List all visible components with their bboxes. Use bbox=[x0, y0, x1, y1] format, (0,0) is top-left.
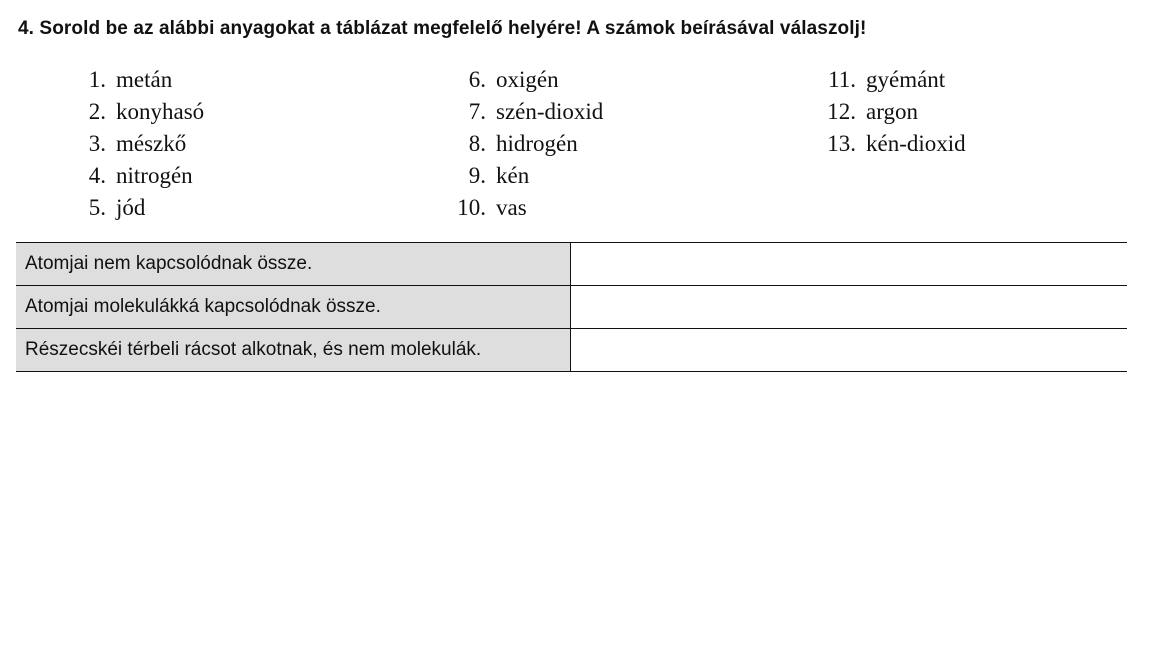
substance-name: oxigén bbox=[496, 67, 559, 92]
substance-item bbox=[40, 96, 204, 128]
substance-number: 2. bbox=[88, 99, 106, 124]
substance-number: 11. bbox=[828, 67, 856, 92]
substance-item bbox=[420, 96, 603, 128]
table-row bbox=[16, 286, 1127, 329]
substance-name: szén-dioxid bbox=[496, 99, 604, 124]
substance-name: hidrogén bbox=[496, 131, 578, 156]
substance-number: 3. bbox=[88, 131, 106, 156]
substance-item bbox=[790, 128, 966, 160]
substance-list-column-1 bbox=[40, 64, 204, 224]
substance-number: 13. bbox=[827, 131, 856, 156]
substance-name: konyhasó bbox=[116, 99, 205, 124]
substance-number: 1. bbox=[88, 67, 106, 92]
substance-number: 8. bbox=[468, 131, 486, 156]
substance-item bbox=[420, 128, 603, 160]
substance-list-column-3 bbox=[790, 64, 966, 160]
row-label: Atomjai nem kapcsolódnak össze. bbox=[16, 243, 571, 286]
substance-name: argon bbox=[866, 99, 918, 124]
answer-cell[interactable] bbox=[571, 286, 1128, 329]
substance-name: vas bbox=[496, 195, 527, 220]
substance-number: 9. bbox=[468, 163, 486, 188]
substance-item bbox=[420, 64, 603, 96]
substance-name: metán bbox=[116, 67, 173, 92]
substance-item bbox=[420, 160, 603, 192]
substance-number: 5. bbox=[88, 195, 106, 220]
substance-name: kén bbox=[496, 163, 530, 188]
row-label: Atomjai molekulákká kapcsolódnak össze. bbox=[16, 286, 571, 329]
substance-number: 12. bbox=[827, 99, 856, 124]
table-row bbox=[16, 243, 1127, 286]
substance-item bbox=[40, 64, 204, 96]
table-row bbox=[16, 329, 1127, 372]
substance-name: nitrogén bbox=[116, 163, 193, 188]
substance-name: gyémánt bbox=[866, 67, 946, 92]
answer-cell[interactable] bbox=[571, 243, 1128, 286]
substance-item bbox=[40, 192, 204, 224]
substance-item bbox=[790, 64, 966, 96]
substance-name: mészkő bbox=[116, 131, 187, 156]
substance-item bbox=[40, 128, 204, 160]
task-title: 4. Sorold be az alábbi anyagokat a táblázat megfelelő helyére! A számok beírásával válaszolj! bbox=[18, 18, 867, 39]
substance-item bbox=[790, 96, 966, 128]
answer-cell[interactable] bbox=[571, 329, 1128, 372]
substance-number: 10. bbox=[457, 195, 486, 220]
substance-list-column-2 bbox=[420, 64, 603, 224]
substance-number: 7. bbox=[468, 99, 486, 124]
substance-number: 6. bbox=[468, 67, 486, 92]
substance-item bbox=[40, 160, 204, 192]
substance-name: jód bbox=[116, 195, 146, 220]
substance-item bbox=[420, 192, 603, 224]
row-label: Részecskéi térbeli rácsot alkotnak, és nem molekulák. bbox=[16, 329, 571, 372]
substance-number: 4. bbox=[88, 163, 106, 188]
answer-table bbox=[16, 242, 1127, 372]
substance-name: kén-dioxid bbox=[866, 131, 966, 156]
